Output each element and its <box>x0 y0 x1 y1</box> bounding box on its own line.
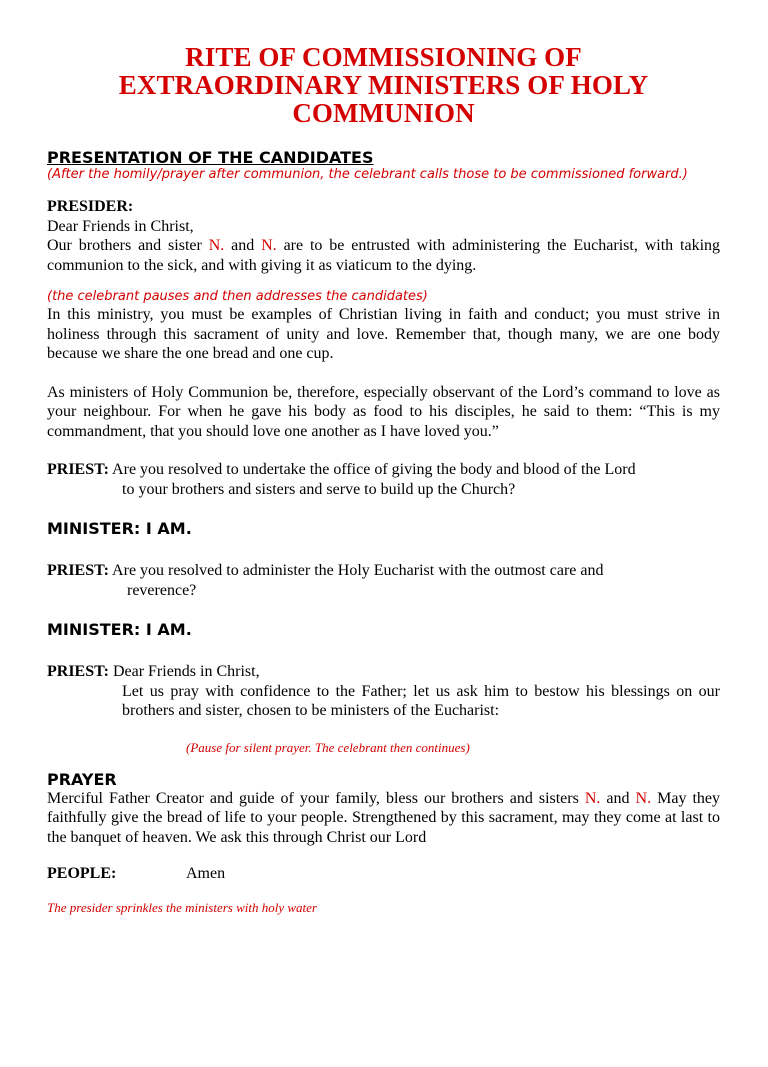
priest-question-1: PRIEST: Are you resolved to undertake the office of giving the body and blood of the Lord to your brothers and sisters and serve to build up the Church? <box>47 461 636 498</box>
minister-name-2: N. <box>635 789 652 807</box>
priest-label: PRIEST: <box>47 461 109 478</box>
priest-question-2: PRIEST: Are you resolved to administer the Holy Eucharist with the outmost care and reverence? <box>47 562 604 599</box>
minister-response-2: MINISTER: I AM. <box>47 620 192 639</box>
pause-address-rubric: (the celebrant pauses and then addresses the candidates) <box>47 289 428 304</box>
people-amen: Amen <box>186 865 226 882</box>
holy-water-rubric: The presider sprinkles the ministers with holy water <box>47 900 317 915</box>
presentation-heading: PRESENTATION OF THE CANDIDATES <box>47 148 374 167</box>
prayer-text: Merciful Father Creator and guide of your family, bless our brothers and sisters N. and N. May they faithfully give the bread of life to your people. Strengthened by this sacrament, may they come at last to the banquet of heaven. We ask this through Christ our Lord <box>47 789 721 846</box>
title-line-2: EXTRAORDINARY MINISTERS OF HOLY <box>118 70 649 100</box>
document-page <box>0 43 768 1067</box>
prayer-heading: PRAYER <box>47 769 117 789</box>
presider-intro: Our brothers and sister N. and N. are to be entrusted with administering the Eucharist, with taking communion to the sick, and with giving it as viaticum to the dying. <box>47 237 721 274</box>
title-line-1: RITE OF COMMISSIONING OF <box>185 42 582 72</box>
people-label: PEOPLE: <box>47 865 117 882</box>
command-paragraph: As ministers of Holy Communion be, therefore, especially observant of the Lord’s command to love as your neighbour. For when he gave his body as food to his disciples, he said to them: “This is my commandment, that you should love one another as I have loved you.” <box>47 383 720 440</box>
people-response <box>47 864 720 883</box>
priest-label: PRIEST: <box>47 663 109 680</box>
title-line-3: COMMUNION <box>292 98 475 128</box>
presider-greeting: Dear Friends in Christ, <box>47 217 194 235</box>
candidate-name-1: N. <box>208 237 225 254</box>
presider-label: PRESIDER: <box>47 198 134 215</box>
silent-prayer-rubric: (Pause for silent prayer. The celebrant then continues) <box>186 739 470 755</box>
presentation-rubric: (After the homily/prayer after communion, the celebrant calls those to be commissioned forward.) <box>47 167 688 182</box>
priest-invitation: PRIEST: Dear Friends in Christ, Let us pray with confidence to the Father; let us ask him to bestow his blessings on our brothers and sister, chosen to be ministers of the Eucharist: <box>47 663 720 719</box>
document-title <box>47 43 720 127</box>
ministry-paragraph: In this ministry, you must be examples of Christian living in faith and conduct; you must strive in holiness through this sacrament of unity and love. Remember that, though many, we are one body because we share the one bread and one cup. <box>47 306 720 362</box>
candidate-name-2: N. <box>261 237 277 254</box>
priest-label: PRIEST: <box>47 562 109 579</box>
minister-response-1: MINISTER: I AM. <box>47 519 192 538</box>
minister-name-1: N. <box>584 789 601 807</box>
